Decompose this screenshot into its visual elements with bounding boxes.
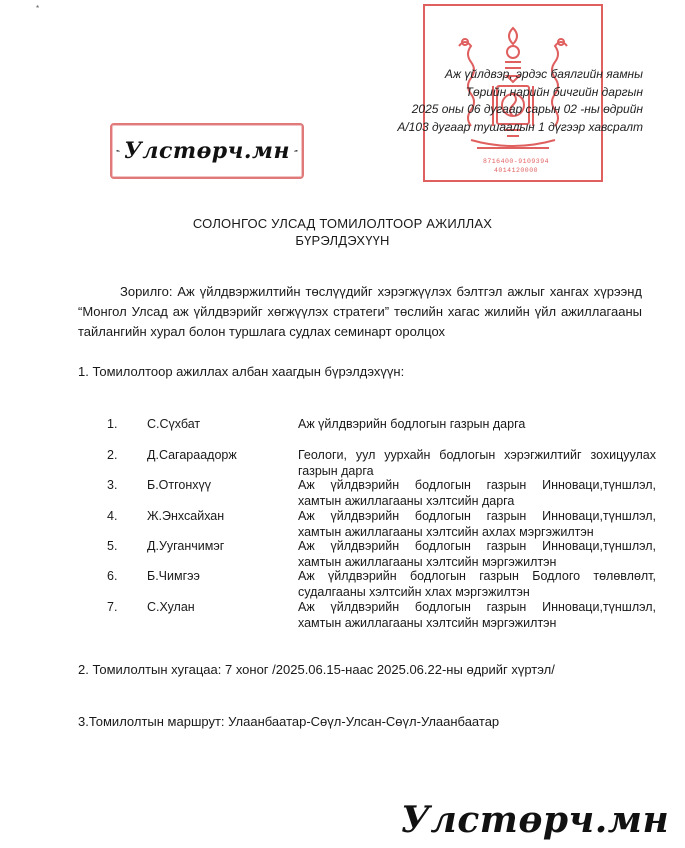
member-number: 2. <box>107 448 118 462</box>
member-name: Д.Ууганчимэг <box>147 539 225 553</box>
purpose-paragraph: Зорилго: Аж үйлдвэржилтийн төслүүдийг хэрэгжүүлэх бэлтгэл ажлыг хангах хүрээнд “Монгол Улсад аж үйлдвэрийг хөгжүүлэх стратеги” төслийн хагас жилийн үйл ажиллагааны тайлангийн хурал болон туршлага судлах семинарт оролцох <box>78 284 642 339</box>
member-name: Ж.Энхсайхан <box>147 509 225 523</box>
position-line-1: Аж үйлдвэрийн бодлогын газрын Инноваци,түншлэл, <box>298 509 656 523</box>
logo-text: Улстөрч.мн <box>400 799 670 841</box>
member-number: 6. <box>107 569 118 583</box>
member-number: 4. <box>107 509 118 523</box>
member-position <box>298 416 656 432</box>
position-line-1: Аж үйлдвэрийн бодлогын газрын Инноваци,түншлэл, <box>298 600 656 614</box>
section-3-route: 3.Томилолтын маршрут: Улаанбаатар-Сөүл-Улсан-Сөүл-Улаанбаатар <box>78 714 500 729</box>
member-position <box>298 447 656 479</box>
title-line-2: БҮРЭЛДЭХҮҮН <box>295 233 390 248</box>
watermark-logo-bottom <box>400 796 670 844</box>
position-line-2: газрын дарга <box>298 464 374 478</box>
member-name: С.Хулан <box>147 600 195 614</box>
member-position <box>298 538 656 570</box>
member-name: С.Сүхбат <box>147 417 201 431</box>
position-line-2: хамтын ажиллагааны хэлтсийн ахлах мэргэжилтэн <box>298 525 594 539</box>
stamp-code-2: 4014120000 <box>493 167 538 174</box>
approval-block <box>343 66 643 136</box>
position-line-1: Аж үйлдвэрийн бодлогын газрын Инноваци,түншлэл, <box>298 539 656 553</box>
left-wing-icon <box>116 144 120 158</box>
position-line-1: Аж үйлдвэрийн бодлогын газрын дарга <box>298 417 526 431</box>
logo-text: Улстөрч.мн <box>123 138 291 164</box>
right-wing-icon <box>294 144 298 158</box>
title-line-1: СОЛОНГОС УЛСАД ТОМИЛОЛТООР АЖИЛЛАХ <box>192 216 493 231</box>
document-title <box>0 215 685 249</box>
member-position <box>298 599 656 631</box>
member-name: Б.Отгонхүү <box>147 478 212 492</box>
position-line-1: Аж үйлдвэрийн бодлогын газрын Бодлого төлөвлөлт, <box>298 569 656 583</box>
watermark-logo-top <box>110 123 304 179</box>
corner-mark: * <box>36 4 40 13</box>
member-name: Б.Чимгээ <box>147 569 200 583</box>
position-line-2: хамтын ажиллагааны хэлтсийн мэргэжилтэн <box>298 616 557 630</box>
member-number: 1. <box>107 417 118 431</box>
position-line-1: Геологи, уул уурхайн бодлогын хэрэгжилтийг зохицуулах <box>298 448 656 462</box>
position-line-2: хамтын ажиллагааны хэлтсийн мэргэжилтэн <box>298 555 557 569</box>
approval-line-4: А/103 дугаар тушаалын 1 дүгээр хавсралт <box>397 119 643 134</box>
position-line-2: судалгааны хэлтсийн хлах мэргэжилтэн <box>298 585 530 599</box>
member-position <box>298 477 656 509</box>
member-position <box>298 508 656 540</box>
approval-line-2: Төрийн нарийн бичгийн даргын <box>465 84 643 99</box>
stamp-code-1: 8716400-9109394 <box>482 158 549 165</box>
member-name: Д.Сагараадорж <box>147 448 237 462</box>
member-number: 3. <box>107 478 118 492</box>
section-1-heading: 1. Томилолтоор ажиллах албан хаагдын бүрэлдэхүүн: <box>78 364 405 379</box>
section-2-duration: 2. Томилолтын хугацаа: 7 хоног /2025.06.15-наас 2025.06.22-ны өдрийг хүртэл/ <box>78 662 555 677</box>
member-number: 7. <box>107 600 118 614</box>
approval-line-3: 2025 оны 06 дугаар сарын 02 -ны өдрийн <box>411 102 643 116</box>
member-position <box>298 568 656 600</box>
position-line-1: Аж үйлдвэрийн бодлогын газрын Инноваци,түншлэл, <box>298 478 656 492</box>
member-number: 5. <box>107 539 118 553</box>
position-line-2: хамтын ажиллагааны хэлтсийн дарга <box>298 494 515 508</box>
approval-line-1: Аж үйлдвэр, эрдэс баялгийн яамны <box>444 67 643 81</box>
